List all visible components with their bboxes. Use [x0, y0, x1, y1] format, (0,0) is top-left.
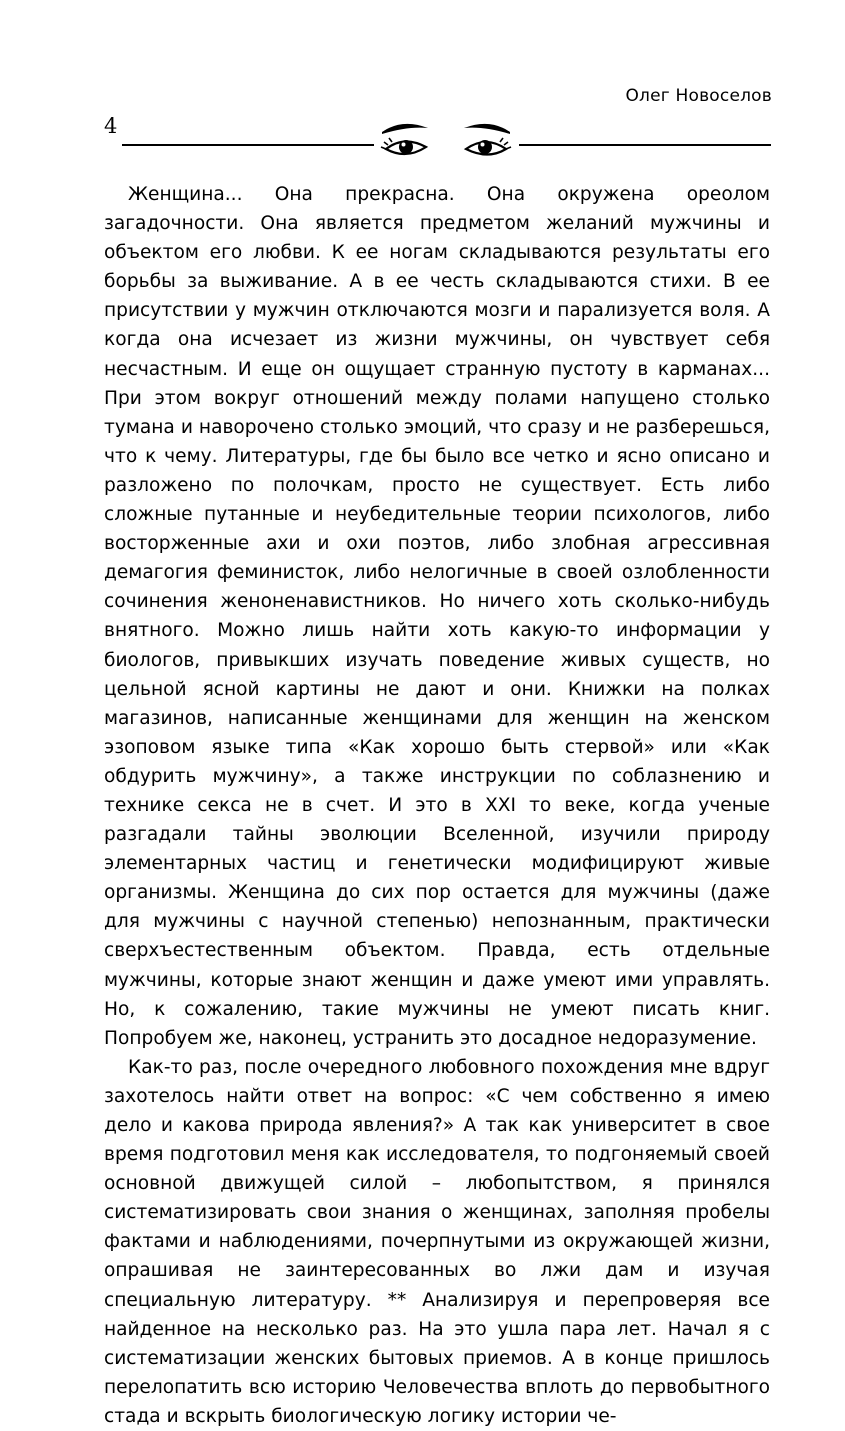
paragraph: Как-то раз, после очередного любовного похождения мне вдруг захотелось найти ответ на вопрос: «С чем собственно я имею дело и какова природа явления?» А так как университет в свое время подготовил меня как исследователя, то подгоняемый своей основной движущей силой – любопытством, я принялся систематизировать свои знания о женщинах, заполняя пробелы фактами и наблюдениями, почерпнутыми из окружающей жизни, опрашивая не заинтересованных во лжи дам и изучая специальную литературу. ** Анализируя и перепроверяя все найденное на несколько раз. На это ушла пара лет. Начал я с систематизации женских бытовых приемов. А в конце пришлось перелопатить всю историю Человечества вплоть до первобытного стада и вскрыть биологическую логику истории че-: [104, 1056, 770, 1427]
running-header-author: Олег Новоселов: [625, 86, 772, 106]
header-rule-left: [122, 144, 374, 146]
header-rule-right: [519, 144, 771, 146]
paragraph: Женщина... Она прекрасна. Она окружена ореолом загадочности. Она является предметом желаний мужчины и объектом его любви. К ее ногам складываются результаты его борьбы за выживание. А в ее честь складываются стихи. В ее присутствии у мужчин отключаются мозги и парализуется воля. А когда она исчезает из жизни мужчины, он чувствует себя несчастным. И еще он ощущает странную пустоту в карманах... При этом вокруг отношений между полами напущено столько тумана и наворочено столько эмоций, что сразу и не разберешься, что к чему. Литературы, где бы было все четко и ясно описано и разложено по полочкам, просто не существует. Есть либо сложные путанные и неубедительные теории психологов, либо восторженные ахи и охи поэтов, либо злобная агрессивная демагогия феминисток, либо нелогичные в своей озлобленности сочинения женоненавистников. Но ничего хоть сколько-нибудь внятного. Можно лишь найти хоть какую-то информации у биологов, привыкших изучать поведение живых существ, но цельной ясной картины не дают и они. Книжки на полках магазинов, написанные женщинами для женщин на женском эзоповом языке типа «Как хорошо быть стервой» или «Как обдурить мужчину», а также инструкции по соблазнению и технике секса не в счет. И это в XXI то веке, когда ученые разгадали тайны эволюции Вселенной, изучили природу элементарных частиц и генетически модифицируют живые организмы. Женщина до сих пор остается для мужчины (даже для мужчины с научной степенью) непознанным, практически сверхъестественным объектом. Правда, есть отдельные мужчины, которые знают женщин и даже умеют ими управлять. Но, к сожалению, такие мужчины не умеют писать книг. Попробуем же, наконец, устранить это досадное недоразумение.: [104, 184, 770, 1049]
eyes-ornament-icon: [376, 120, 516, 170]
body-text: [104, 180, 770, 1431]
left-eye-icon: [381, 124, 428, 154]
right-eye-icon: [464, 124, 511, 155]
page-number: 4: [104, 114, 118, 138]
